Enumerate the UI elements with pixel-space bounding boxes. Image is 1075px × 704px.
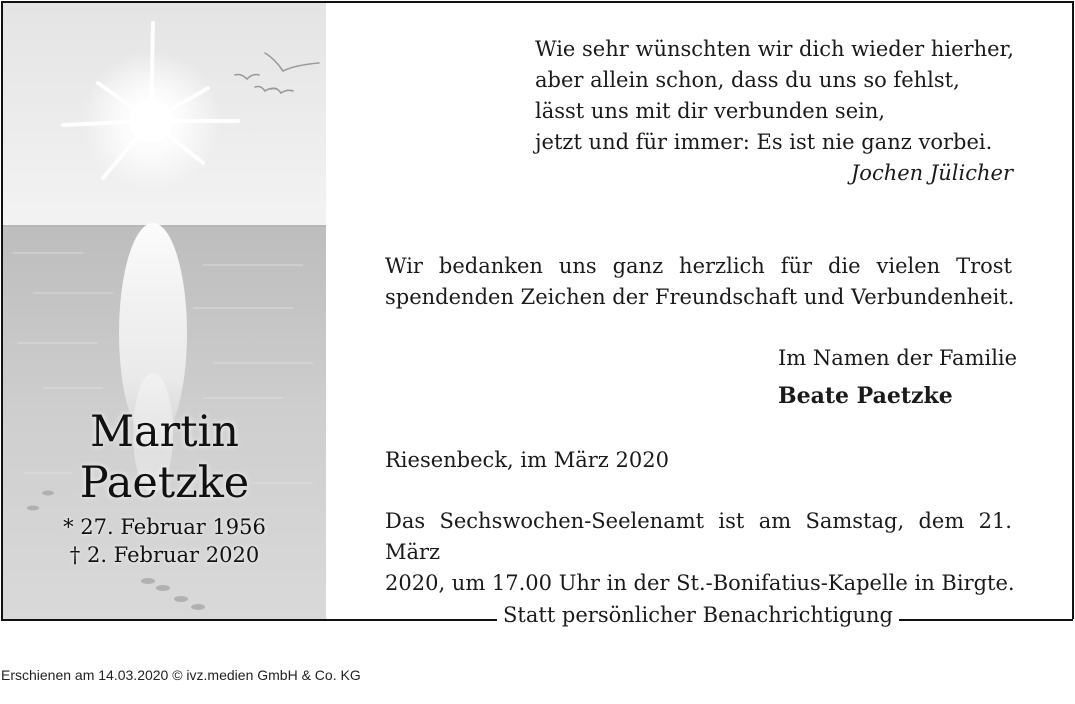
deceased-first-name: Martin (90, 407, 239, 457)
service-line: Das Sechswochen-Seelenamt ist am Samstag, dem 21. März (385, 509, 1012, 564)
memorial-photo (3, 3, 326, 619)
service-line: 2020, um 17.00 Uhr in der St.-Bonifatius-Kapelle in Birgte. (385, 571, 1015, 595)
death-date: † 2. Februar 2020 (69, 543, 260, 567)
deceased-last-name: Paetzke (79, 458, 250, 508)
thanks-paragraph (385, 251, 1015, 313)
signature-label: Im Namen der Familie (778, 346, 1018, 370)
poem (535, 34, 1015, 158)
poem-line: aber allein schon, dass du uns so fehlst, (535, 68, 960, 92)
place-date: Riesenbeck, im März 2020 (385, 448, 669, 472)
poem-line: lässt uns mit dir verbunden sein, (535, 99, 886, 123)
frame-bottom-rule-right (899, 619, 1073, 621)
footer-caption: Statt persönlicher Benachrichtigung (503, 603, 893, 627)
poem-line: Wie sehr wünschten wir dich wieder hierher, (535, 37, 1014, 61)
service-paragraph (385, 506, 1015, 599)
signature-name: Beate Paetzke (778, 383, 953, 409)
birth-date: * 27. Februar 1956 (63, 515, 266, 539)
poem-line: jetzt und für immer: Es ist nie ganz vorbei. (535, 130, 993, 154)
publication-note: Erschienen am 14.03.2020 © ivz.medien GmbH & Co. KG (1, 667, 361, 683)
thanks-line: Wir bedanken uns ganz herzlich für die vielen Trost (385, 254, 1012, 278)
thanks-line: spendenden Zeichen der Freundschaft und Verbundenheit. (385, 285, 1015, 309)
poem-author: Jochen Jülicher (850, 161, 1013, 185)
frame-bottom-rule-left (1, 619, 497, 621)
